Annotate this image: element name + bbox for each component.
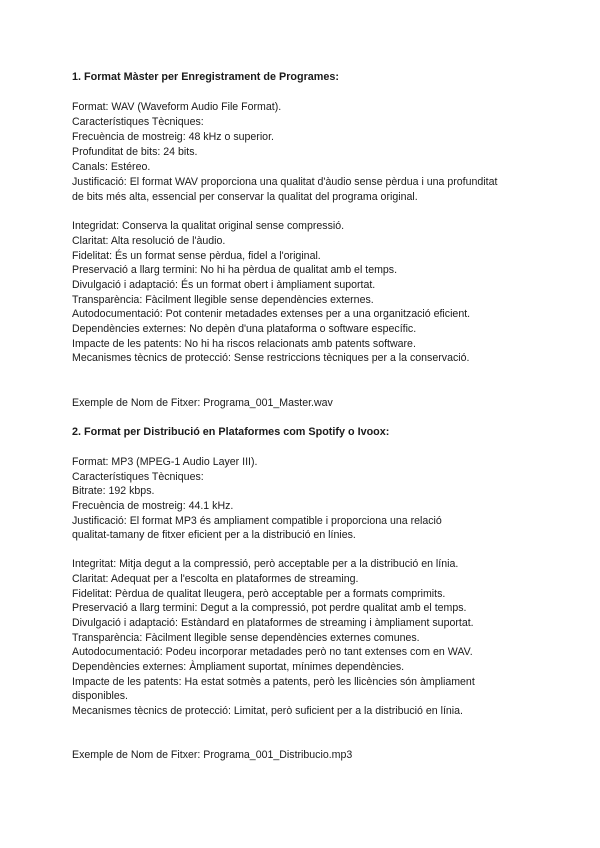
s1-justification-1: Justificació: El format WAV proporciona una qualitat d'àudio sense pèrdua i una profunditat xyxy=(72,176,498,188)
s1-criterion: Autodocumentació: Pot contenir metadades extenses per a una organització eficient. xyxy=(72,308,471,320)
s1-bit-depth: Profunditat de bits: 24 bits. xyxy=(72,146,198,158)
s1-tech-title: Característiques Tècniques: xyxy=(72,116,204,128)
s1-criterion: Divulgació i adaptació: És un format obert i àmpliament suportat. xyxy=(72,279,376,291)
s1-criterion: Preservació a llarg termini: No hi ha pèrdua de qualitat amb el temps. xyxy=(72,264,398,276)
s1-example-filename: Exemple de Nom de Fitxer: Programa_001_Master.wav xyxy=(72,397,333,409)
section2-heading: 2. Format per Distribució en Plataformes com Spotify o Ivoox: xyxy=(72,426,390,438)
s2-sample-rate: Frecuència de mostreig: 44.1 kHz. xyxy=(72,500,234,512)
s2-criterion: Claritat: Adequat per a l'escolta en plataformes de streaming. xyxy=(72,573,359,585)
s2-justification-2: qualitat-tamany de fitxer eficient per a la distribució en línies. xyxy=(72,529,356,541)
s1-justification-2: de bits més alta, essencial per conservar la qualitat del programa original. xyxy=(72,191,418,203)
s2-criterion-cont: disponibles. xyxy=(72,690,128,702)
s2-criterion: Transparència: Fàcilment llegible sense dependències externes comunes. xyxy=(72,632,420,644)
s2-criterion: Mecanismes tècnics de protecció: Limitat, però suficient per a la distribució en línia. xyxy=(72,705,463,717)
s1-criterion: Claritat: Alta resolució de l'àudio. xyxy=(72,235,226,247)
s2-criterion: Autodocumentació: Podeu incorporar metadades però no tant extenses com en WAV. xyxy=(72,646,473,658)
s1-criterion: Mecanismes tècnics de protecció: Sense restriccions tècniques per a la conservació. xyxy=(72,352,470,364)
s2-bitrate: Bitrate: 192 kbps. xyxy=(72,485,155,497)
s1-format: Format: WAV (Waveform Audio File Format). xyxy=(72,101,282,113)
s2-criterion: Dependències externes: Àmpliament suportat, mínimes dependències. xyxy=(72,661,405,673)
s2-criterion: Integritat: Mitja degut a la compressió, però acceptable per a la distribució en línia. xyxy=(72,558,459,570)
s2-criterion: Preservació a llarg termini: Degut a la compressió, pot perdre qualitat amb el temps. xyxy=(72,602,467,614)
s1-criterion: Transparència: Fàcilment llegible sense dependències externes. xyxy=(72,294,374,306)
s1-criterion: Fidelitat: És un format sense pèrdua, fidel a l'original. xyxy=(72,250,321,262)
s2-criterion: Fidelitat: Pèrdua de qualitat lleugera, però acceptable per a formats comprimits. xyxy=(72,588,446,600)
s1-criterion: Integridat: Conserva la qualitat original sense compressió. xyxy=(72,220,345,232)
s2-criterion: Divulgació i adaptació: Estàndard en plataformes de streaming i àmpliament suportat. xyxy=(72,617,474,629)
s1-criterion: Impacte de les patents: No hi ha riscos relacionats amb patents software. xyxy=(72,338,416,350)
s2-format: Format: MP3 (MPEG-1 Audio Layer III). xyxy=(72,456,258,468)
s2-tech-title: Característiques Tècniques: xyxy=(72,471,204,483)
s2-example-filename: Exemple de Nom de Fitxer: Programa_001_Distribucio.mp3 xyxy=(72,749,353,761)
section1-heading: 1. Format Màster per Enregistrament de Programes: xyxy=(72,71,340,83)
s1-channels: Canals: Estéreo. xyxy=(72,161,151,173)
s1-sample-rate: Frecuència de mostreig: 48 kHz o superior. xyxy=(72,131,274,143)
s2-criterion: Impacte de les patents: Ha estat sotmès a patents, però les llicències són àmpliament xyxy=(72,676,475,688)
s1-criterion: Dependències externes: No depèn d'una plataforma o software específic. xyxy=(72,323,417,335)
s2-justification-1: Justificació: El format MP3 és ampliament compatible i proporciona una relació xyxy=(72,515,442,527)
